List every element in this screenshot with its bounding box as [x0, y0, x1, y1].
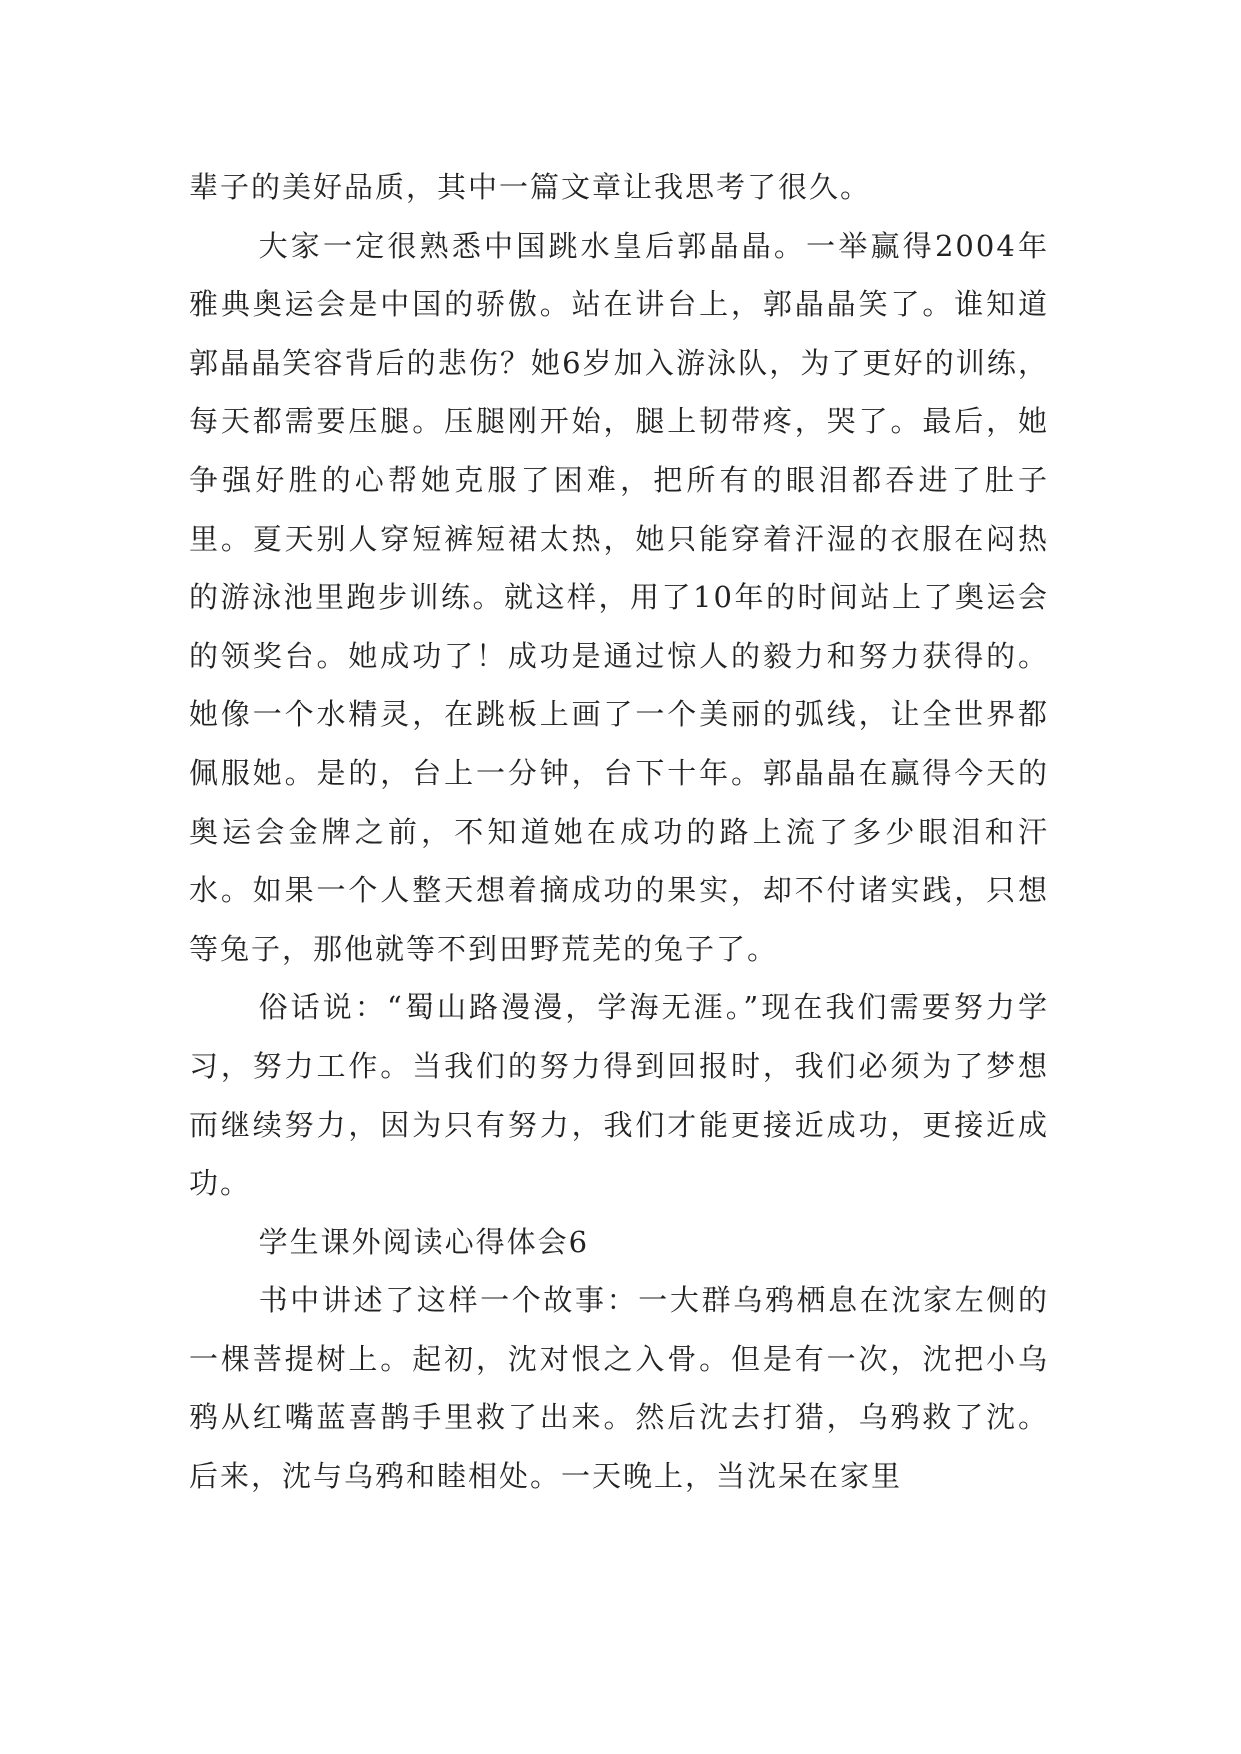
section-heading: 学生课外阅读心得体会6 [258, 1224, 590, 1259]
paragraph-guo-jingjing: 大家一定很熟悉中国跳水皇后郭晶晶。一举赢得2004年雅典奥运会是中国的骄傲。站在讲台上，郭晶晶笑了。谁知道郭晶晶笑容背后的悲伤？她6岁加入游泳队，为了更好的训练，每天都需要压腿。压腿刚开始，腿上韧带疼，哭了。最后，她争强好胜的心帮她克服了困难，把所有的眼泪都吞进了肚子里。夏天别人穿短裤短裙太热，她只能穿着汗湿的衣服在闷热的游泳池里跑步训练。就这样，用了10年的时间站上了奥运会的领奖台。她成功了！成功是通过惊人的毅力和努力获得的。她像一个水精灵，在跳板上画了一个美丽的弧线，让全世界都佩服她。是的，台上一分钟，台下十年。郭晶晶在赢得今天的奥运会金牌之前，不知道她在成功的路上流了多少眼泪和汗水。如果一个人整天想着摘成功的果实，却不付诸实践，只想等兔子，那他就等不到田野荒芜的兔子了。 [189, 228, 1049, 966]
paragraph-proverb: 俗话说：“蜀山路漫漫，学海无涯。”现在我们需要努力学习，努力工作。当我们的努力得到回报时，我们必须为了梦想而继续努力，因为只有努力，我们才能更接近成功，更接近成功。 [189, 990, 1049, 1201]
paragraph-crow-story: 书中讲述了这样一个故事：一大群乌鸦栖息在沈家左侧的一棵菩提树上。起初，沈对恨之入骨。但是有一次，沈把小乌鸦从红嘴蓝喜鹊手里救了出来。然后沈去打猎，乌鸦救了沈。后来，沈与乌鸦和睦相处。一天晚上，当沈呆在家里 [189, 1283, 1049, 1494]
document-body [189, 158, 1049, 1506]
paragraph-continuation: 辈子的美好品质，其中一篇文章让我思考了很久。 [189, 170, 872, 204]
